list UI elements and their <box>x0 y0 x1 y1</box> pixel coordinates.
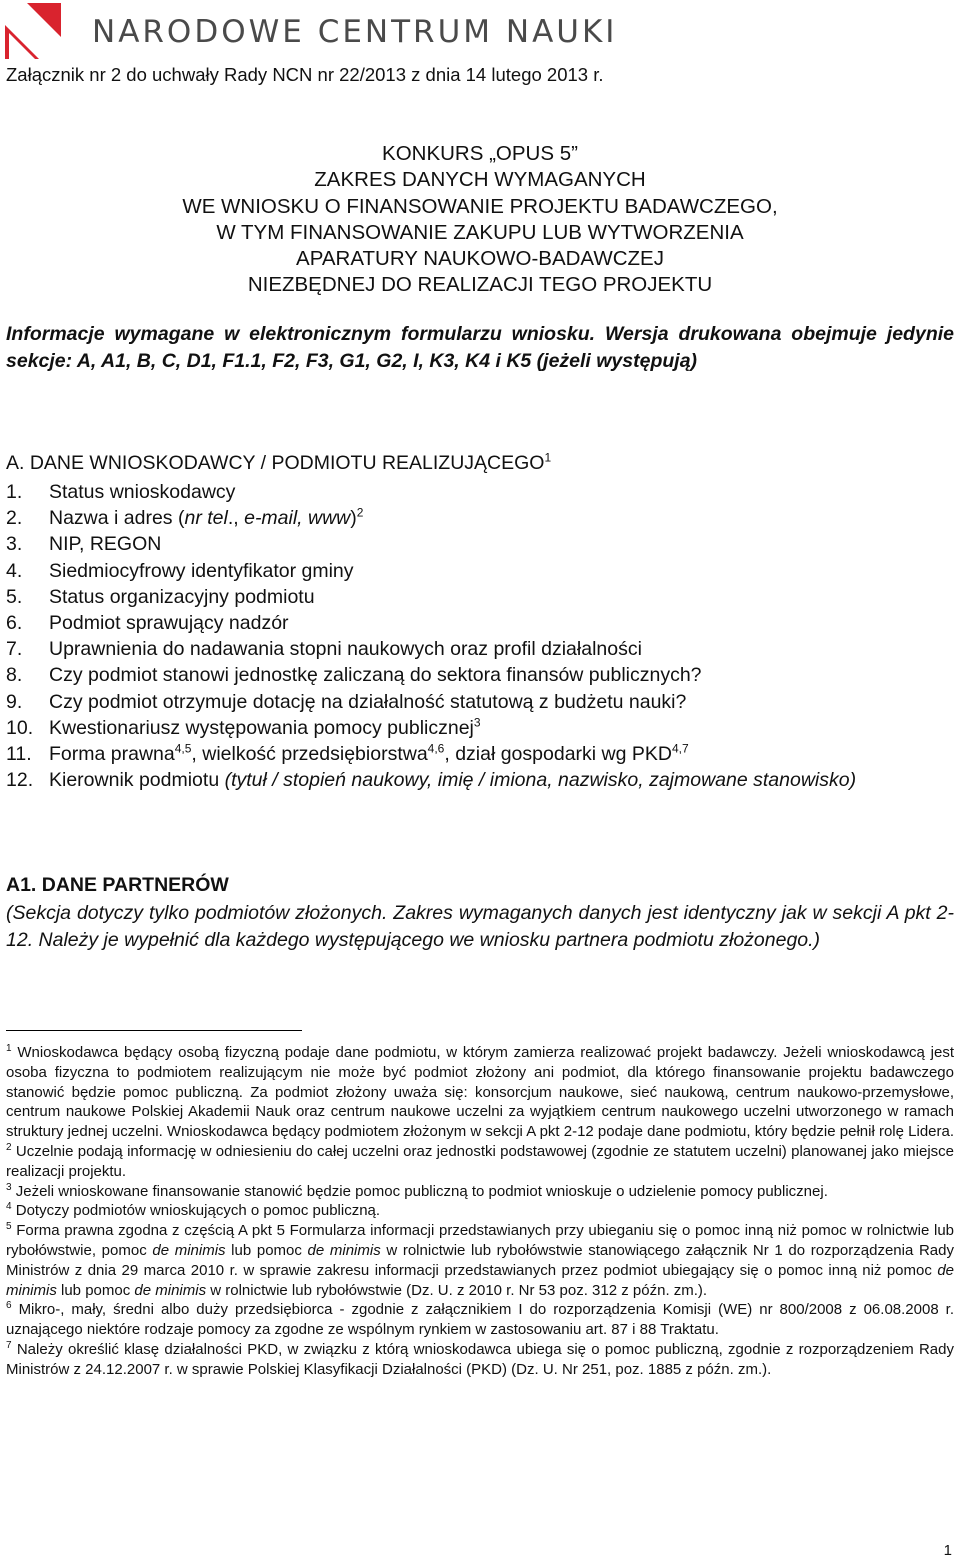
ncn-logo <box>5 3 61 59</box>
footnote <box>6 1201 954 1221</box>
list-item <box>6 610 954 636</box>
footnote-text: Forma prawna zgodna z częścią A pkt 5 Formularza informacji przedstawianych przy ubieganiu się o pomoc inną niż pomoc w rolnictwie lub rybołówstwie, pomoc <box>6 1222 954 1259</box>
intro-note: Informacje wymagane w elektronicznym formularzu wniosku. Wersja drukowana obejmuje jedynie sekcje: A, A1, B, C, D1, F1.1, F2, F3, G1, G2, I, K3, K4 i K5 (jeżeli występują) <box>6 323 954 372</box>
item-number: 11. <box>6 743 32 766</box>
item-text: Siedmiocyfrowy identyfikator gminy <box>49 559 354 582</box>
item-number: 8. <box>6 664 23 687</box>
footnotes <box>6 1043 954 1380</box>
list-item <box>6 662 954 688</box>
footnote-italic: de minimis <box>307 1241 381 1259</box>
footnote-ref: 1 <box>544 450 552 465</box>
title-line: WE WNIOSKU O FINANSOWANIE PROJEKTU BADAWCZEGO, <box>182 194 778 218</box>
footnote-text: lub pomoc <box>225 1241 308 1259</box>
section-a1-heading: A1. DANE PARTNERÓW <box>6 874 229 896</box>
footnote-italic: de minimis <box>134 1281 207 1299</box>
item-number: 3. <box>6 533 23 556</box>
item-text: Kwestionariusz występowania pomocy publicznej <box>49 716 474 739</box>
document-title <box>0 141 960 299</box>
list-item <box>6 479 954 505</box>
footnote-text: Należy określić klasę działalności PKD, w związku z którą wnioskodawca ubiega się o pomoc publiczną, zgodnie z rozporządzeniem Rady Ministrów z 24.12.2007 r. w sprawie Polskiej Klasyfikacji Działalności (PKD) (Dz. U. Nr 251, poz. 1885 z późn. zm.). <box>6 1340 954 1378</box>
footnote-text: Dotyczy podmiotów wnioskujących o pomoc publiczną. <box>15 1202 381 1220</box>
item-number: 10. <box>6 716 34 739</box>
item-number: 6. <box>6 612 23 635</box>
title-line: KONKURS „OPUS 5” <box>382 142 578 165</box>
item-text: Czy podmiot stanowi jednostkę zaliczaną do sektora finansów publicznych? <box>49 664 702 687</box>
item-text-italic: nr tel <box>184 507 228 530</box>
list-item <box>6 689 954 715</box>
footnote-number: 4 <box>6 1201 12 1213</box>
page-number: 1 <box>943 1542 952 1559</box>
footnote <box>6 1340 954 1380</box>
footnote <box>6 1043 954 1142</box>
title-line: W TYM FINANSOWANIE ZAKUPU LUB WYTWORZENIA <box>216 220 744 244</box>
item-text: ., <box>227 507 245 530</box>
list-item <box>6 505 954 531</box>
section-a-heading <box>6 452 551 475</box>
item-number: 5. <box>6 585 23 608</box>
item-text: , wielkość przedsiębiorstwa <box>191 743 428 766</box>
footnote-italic: de minimis <box>152 1241 226 1259</box>
title-line: ZAKRES DANYCH WYMAGANYCH <box>314 168 646 192</box>
section-a-title: A. DANE WNIOSKODAWCY / PODMIOTU REALIZUJĄCEGO <box>6 452 545 474</box>
item-text: Uprawnienia do nadawania stopni naukowych oraz profil działalności <box>49 638 642 661</box>
footnote-text: Uczelnie podają informację w odniesieniu do całej uczelni oraz jednostki podstawowej (zgodnie ze statutem uczelni) planowanej jako miejsce realizacji projektu. <box>6 1142 954 1180</box>
org-name: NARODOWE CENTRUM NAUKI <box>92 14 618 50</box>
list-item <box>6 636 954 662</box>
item-text: , dział gospodarki wg PKD <box>444 743 672 766</box>
item-number: 4. <box>6 559 23 582</box>
list-item <box>6 558 954 584</box>
list-item <box>6 741 954 767</box>
item-number: 12. <box>6 769 34 792</box>
item-text: NIP, REGON <box>49 533 162 556</box>
footnote-text: Wnioskodawca będący osobą fizyczną podaje dane podmiotu, w którym zamierza realizować projekt badawczy. Jeżeli wnioskodawcą jest osoba fizyczna to podmiotem realizującym nie może być podmiot złożony ani podmiot, dla którego finansowanie projektu badawczego stanowić będzie pomoc publiczną. Za podmiot złożony uważa się: konsorcjum naukowe, sieć naukową, centrum naukowo-przemysłowe, centrum naukowe Polskiej Akademii Nauk oraz centrum naukowe uczelni za wyjątkiem centrum naukowego uczelni utworzonego w ramach struktury jednej uczelni. Wnioskodawca będący podmiotem złożonym w sekcji A pkt 2-12 podaje dane podmiotu, który będzie pełnił rolę Lidera. <box>6 1044 955 1141</box>
item-number: 1. <box>6 481 23 503</box>
item-number: 9. <box>6 690 23 713</box>
footnote-text: Mikro-, mały, średni albo duży przedsiębiorca - zgodnie z załącznikiem I do rozporządzenia Komisji (WE) nr 800/2008 z 06.08.2008 r. uznającego niektóre rodzaje pomocy za zgodne ze wspólnym rynkiem w zastosowaniu art. 87 i 88 Traktatu. <box>6 1301 954 1339</box>
footnote-ref: 4,7 <box>671 741 689 756</box>
item-text: Status wnioskodawcy <box>49 481 236 503</box>
footnote-number: 3 <box>6 1181 12 1193</box>
footnote-text: w rolnictwie lub rybołówstwie stanowiącego załącznik Nr 1 do rozporządzenia Rady Ministrów z dnia 29 marca 2010 r. w sprawie zakresu informacji przedstawianych przez podmiot ubiegający się o pomoc inną niż pomoc <box>6 1241 954 1279</box>
footnote-number: 1 <box>6 1043 12 1054</box>
footnote-number: 6 <box>6 1300 12 1312</box>
item-text: Status organizacyjny podmiotu <box>49 585 315 608</box>
list-item <box>6 584 954 610</box>
item-number: 7. <box>6 638 23 661</box>
attachment-line: Załącznik nr 2 do uchwały Rady NCN nr 22/2013 z dnia 14 lutego 2013 r. <box>6 64 604 85</box>
footnote-number: 7 <box>6 1339 12 1351</box>
item-text-italic: (tytuł / stopień naukowy, imię / imiona, nazwisko, zajmowane stanowisko) <box>224 769 857 792</box>
footnote-ref: 4,6 <box>427 741 445 756</box>
item-text-italic: e-mail, www <box>244 507 351 530</box>
item-text: Nazwa i adres ( <box>49 507 185 530</box>
footnote-number: 2 <box>6 1141 12 1153</box>
footnote-text: Jeżeli wnioskowane finansowanie stanowić będzie pomoc publiczną to podmiot wnioskuje o udzielenie pomocy publicznej. <box>15 1182 828 1200</box>
footnote-ref: 2 <box>356 505 364 520</box>
footnote-text: w rolnictwie lub rybołówstwie (Dz. U. z 2010 r. Nr 53 poz. 312 z późn. zm.). <box>206 1281 708 1299</box>
footnote-ref: 4,5 <box>174 741 192 756</box>
section-a-list <box>6 479 954 793</box>
footnote-text: lub pomoc <box>56 1281 135 1299</box>
title-line: NIEZBĘDNEJ DO REALIZACJI TEGO PROJEKTU <box>247 273 713 297</box>
item-text: ) <box>350 507 357 530</box>
list-item <box>6 715 954 741</box>
footnote <box>6 1182 954 1202</box>
footnote <box>6 1142 954 1182</box>
footnote-number: 5 <box>6 1221 12 1233</box>
section-a1-body: (Sekcja dotyczy tylko podmiotów złożonych. Zakres wymaganych danych jest identyczny jak w sekcji A pkt 2-12. Należy je wypełnić dla każdego występującego we wniosku partnera podmiotu złożonego.) <box>6 902 954 951</box>
list-item <box>6 531 954 557</box>
item-text: Forma prawna <box>49 743 175 766</box>
footnote <box>6 1221 954 1300</box>
item-text: Kierownik podmiotu <box>49 769 225 792</box>
list-item <box>6 767 954 793</box>
item-number: 2. <box>6 507 23 530</box>
footnote-separator <box>6 1030 302 1031</box>
item-text: Podmiot sprawujący nadzór <box>49 612 289 635</box>
item-text: Czy podmiot otrzymuje dotację na działalność statutową z budżetu nauki? <box>49 690 687 713</box>
title-line: APARATURY NAUKOWO-BADAWCZEJ <box>296 247 664 271</box>
footnote-ref: 3 <box>473 715 481 730</box>
footnote <box>6 1300 954 1340</box>
footnote-italic: de minimis <box>6 1261 954 1299</box>
